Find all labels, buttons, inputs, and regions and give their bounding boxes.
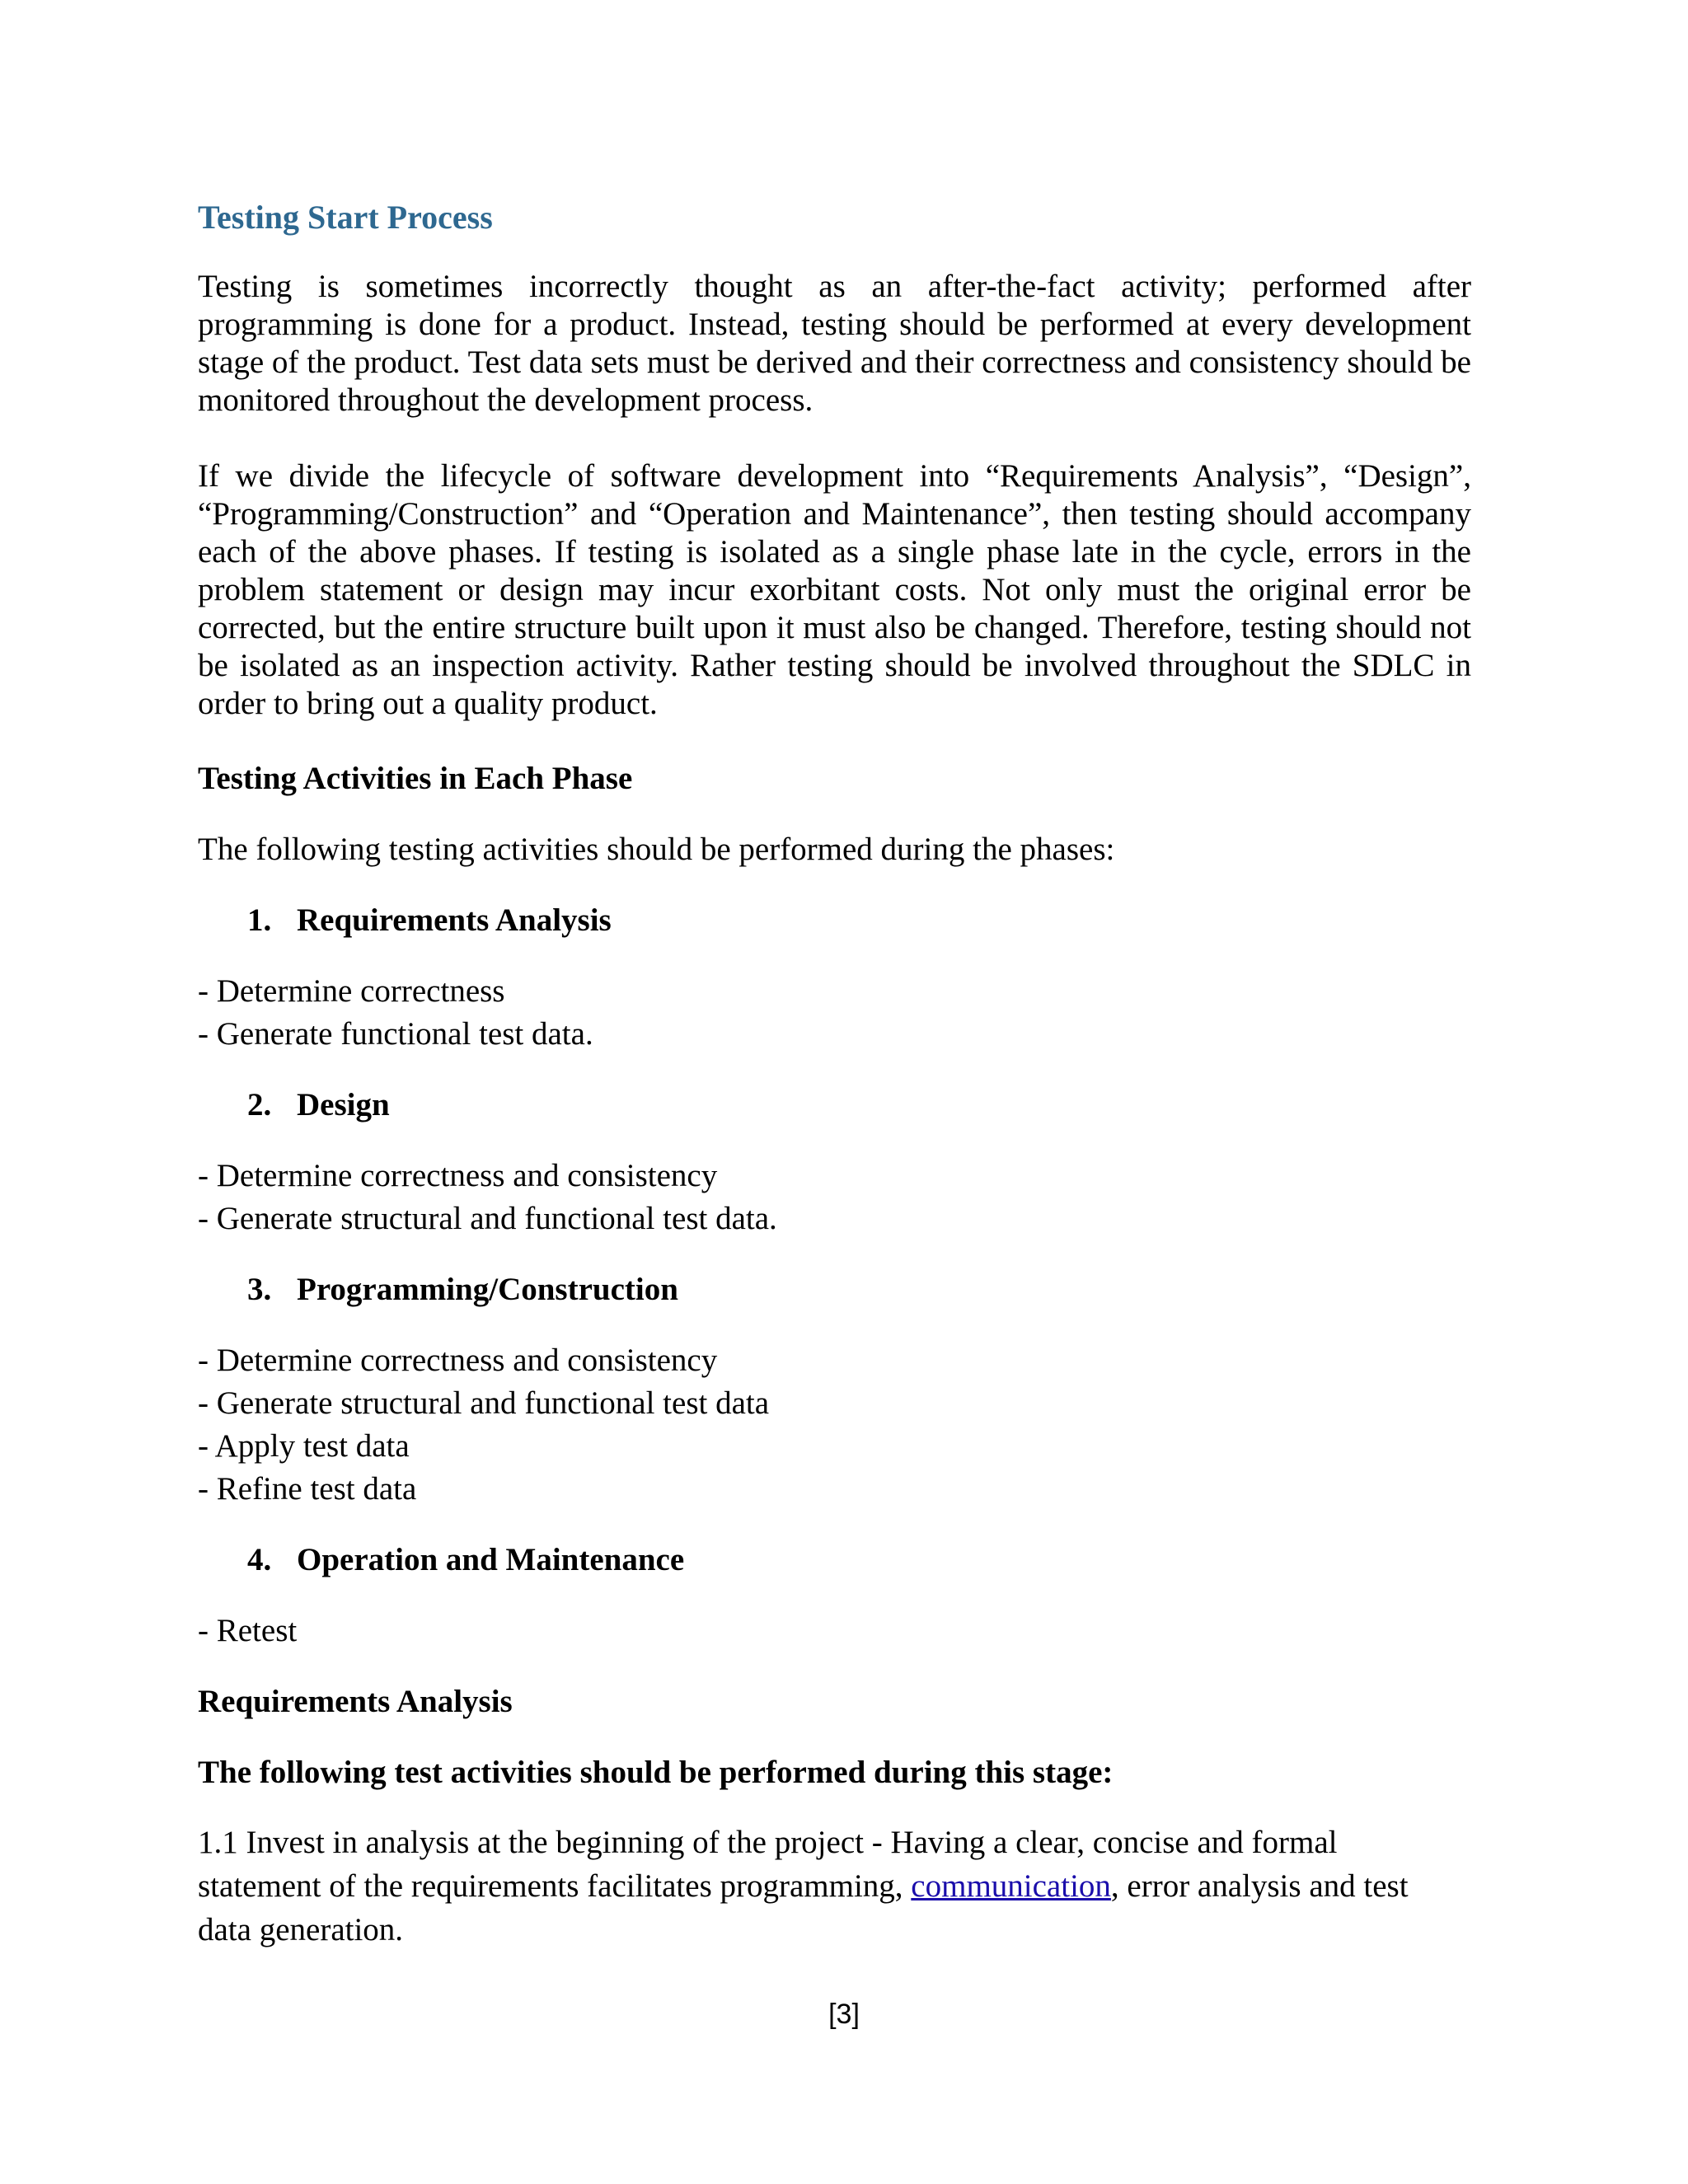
phase-heading-1 [247, 902, 612, 940]
phase-heading-2 [247, 1086, 390, 1124]
paragraph-1: Testing is sometimes incorrectly thought as an after-the-fact activity; performed after programming is done for a product. Instead, testing should be performed at every development stage of the product. Test data sets must be derived and their correctness and consistency should be monitored throughout the development process. [198, 269, 1471, 418]
phase-name: Operation and Maintenance [297, 1542, 685, 1577]
phase-number: 4. [247, 1542, 272, 1577]
communication-link[interactable]: communication [911, 1868, 1111, 1904]
phase-heading-3 [247, 1271, 678, 1309]
page-title: Testing Start Process [198, 199, 493, 236]
intro-text: The following testing activities should be performed during the phases: [198, 832, 1115, 867]
list-item: - Determine correctness and consistency [198, 1158, 718, 1193]
phase-name: Requirements Analysis [297, 902, 612, 938]
final-line-3: data generation. [198, 1912, 404, 1947]
list-item: - Generate structural and functional test data. [198, 1201, 777, 1236]
list-item: - Generate structural and functional test data [198, 1385, 770, 1421]
page-number: [3] [828, 1999, 860, 2030]
phase-number: 3. [247, 1272, 272, 1307]
final-line-2-start: statement of the requirements facilitates programming, [198, 1868, 912, 1904]
list-item: - Retest [198, 1613, 298, 1648]
requirements-subheading: The following test activities should be performed during this stage: [198, 1755, 1114, 1790]
list-item: - Determine correctness [198, 973, 505, 1009]
list-item: - Refine test data [198, 1471, 417, 1507]
final-line-1: 1.1 Invest in analysis at the beginning of the project - Having a clear, concise and formal [198, 1825, 1338, 1860]
paragraph-2: If we divide the lifecycle of software development into “Requirements Analysis”, “Design”, “Programming/Construction” and “Operation and Maintenance”, then testing should accompany each of the above phases. If testing is isolated as a single phase late in the cycle, errors in the problem statement or design may incur exorbitant costs. Not only must the original error be corrected, but the entire structure built upon it must also be changed. Therefore, testing should not be isolated as an inspection activity. Rather testing should be involved throughout the SDLC in order to bring out a quality product. [198, 458, 1471, 721]
list-item: - Apply test data [198, 1428, 410, 1464]
phase-number: 1. [247, 902, 272, 938]
requirements-heading: Requirements Analysis [198, 1684, 513, 1719]
final-line-2-end: , error analysis and test [1110, 1868, 1409, 1904]
list-item: - Determine correctness and consistency [198, 1343, 718, 1378]
phase-heading-4 [247, 1541, 684, 1579]
phase-number: 2. [247, 1087, 272, 1122]
list-item: - Generate functional test data. [198, 1016, 593, 1052]
phase-name: Design [297, 1087, 390, 1122]
section-heading: Testing Activities in Each Phase [198, 761, 633, 796]
phase-name: Programming/Construction [297, 1272, 678, 1307]
final-line-2 [198, 1868, 1409, 1905]
